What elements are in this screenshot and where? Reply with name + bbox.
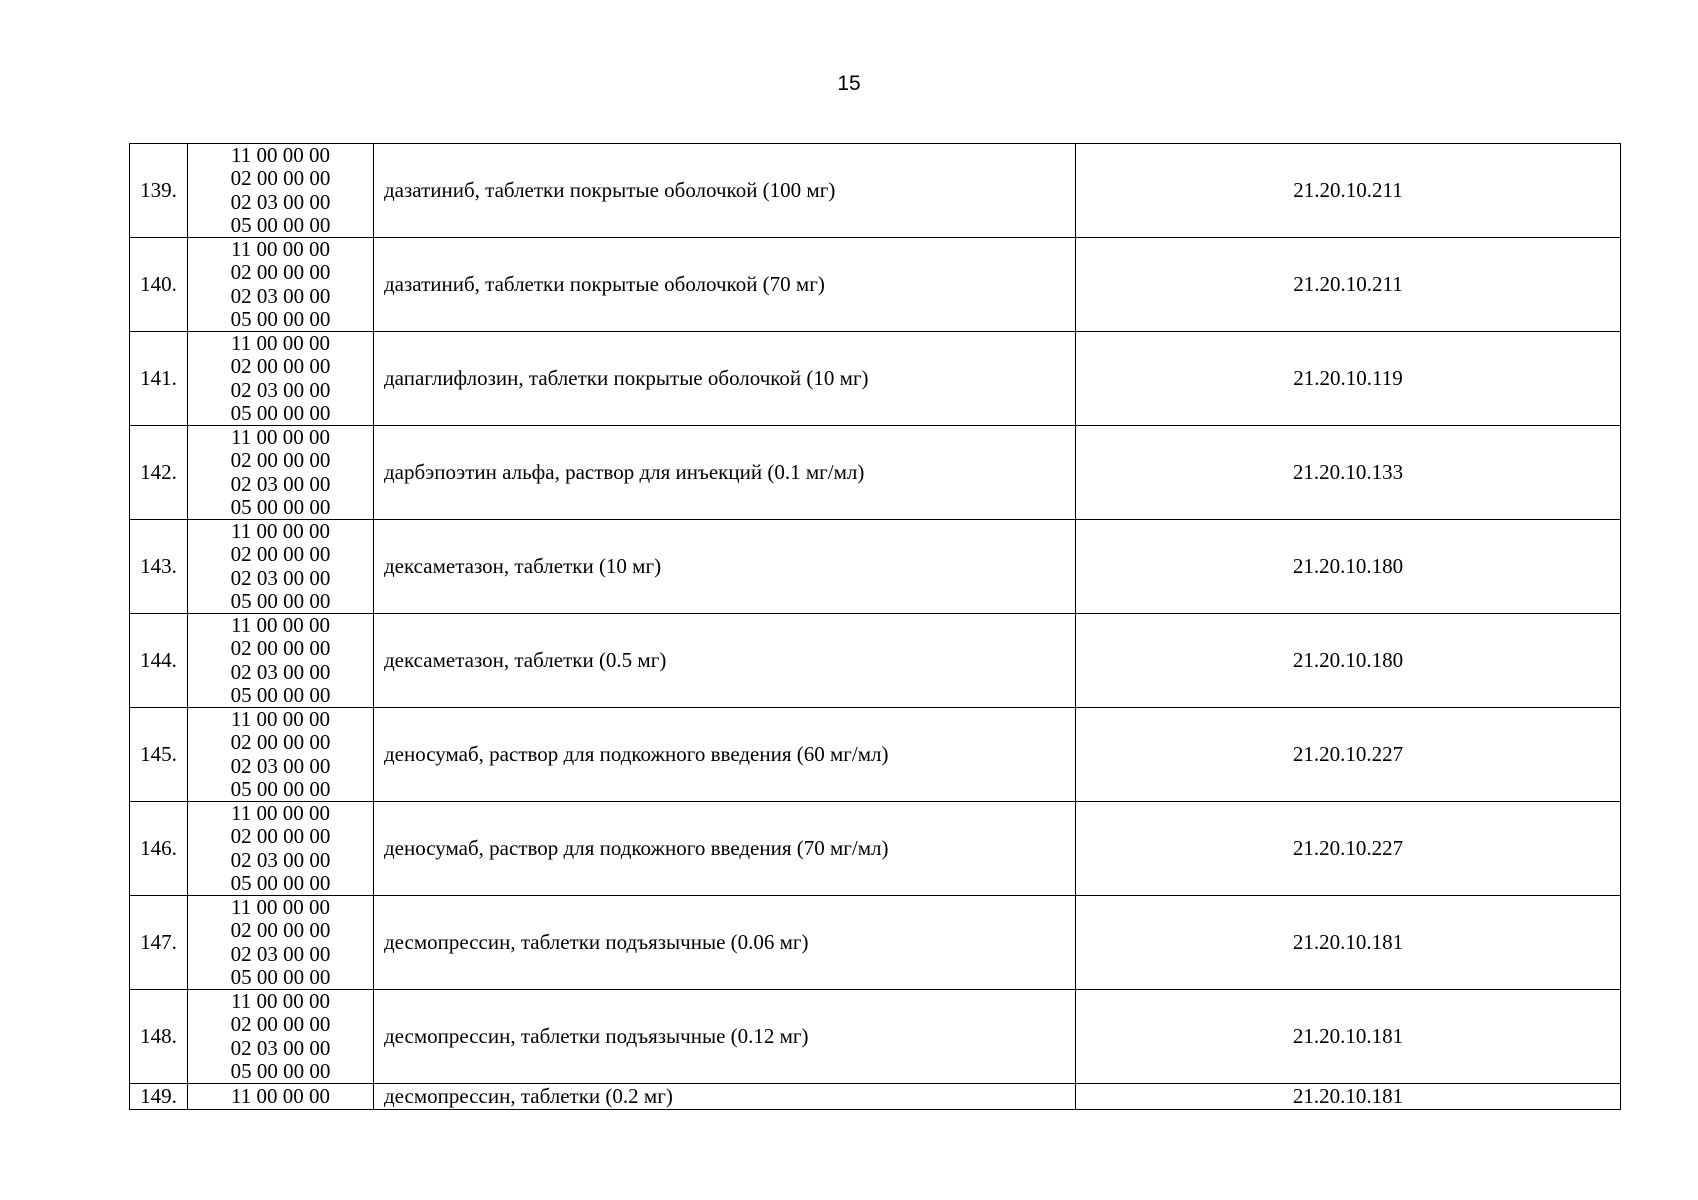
table-row: [130, 520, 1621, 614]
code-line: 02 00 00 00: [230, 1012, 331, 1037]
row-number: 147.: [130, 896, 188, 990]
code-line: 02 00 00 00: [230, 166, 331, 191]
code-line: 02 00 00 00: [230, 918, 331, 943]
code-line: 11 00 00 00: [231, 237, 330, 262]
row-okpd-code: 21.20.10.211: [1076, 144, 1621, 238]
row-codes: [188, 520, 374, 614]
code-line: 02 00 00 00: [230, 730, 331, 755]
row-okpd-code: 21.20.10.227: [1076, 708, 1621, 802]
code-line: 02 00 00 00: [230, 824, 331, 849]
row-codes: [188, 614, 374, 708]
table-row: [130, 144, 1621, 238]
row-codes: [188, 802, 374, 896]
row-okpd-code: 21.20.10.181: [1076, 990, 1621, 1084]
code-line: 02 03 00 00: [230, 283, 331, 308]
code-line: 11 00 00 00: [231, 895, 330, 920]
row-okpd-code: 21.20.10.227: [1076, 802, 1621, 896]
code-line: 02 03 00 00: [230, 377, 331, 402]
row-number: 149.: [130, 1084, 188, 1110]
row-drug-name: дазатиниб, таблетки покрытые оболочкой (100 мг): [374, 144, 1076, 238]
row-drug-name: десмопрессин, таблетки подъязычные (0.06 мг): [374, 896, 1076, 990]
code-line: 11 00 00 00: [231, 801, 330, 826]
row-codes: [188, 332, 374, 426]
code-line: 02 03 00 00: [230, 1035, 331, 1060]
row-okpd-code: 21.20.10.180: [1076, 614, 1621, 708]
row-number: 148.: [130, 990, 188, 1084]
page-number: 15: [837, 72, 861, 95]
row-codes: [188, 990, 374, 1084]
code-line: 05 00 00 00: [230, 588, 331, 613]
code-line: 05 00 00 00: [230, 964, 331, 989]
row-drug-name: дарбэпоэтин альфа, раствор для инъекций (0.1 мг/мл): [374, 426, 1076, 520]
row-codes: [188, 238, 374, 332]
row-drug-name: десмопрессин, таблетки подъязычные (0.12 мг): [374, 990, 1076, 1084]
code-line: 02 03 00 00: [230, 565, 331, 590]
table-row: [130, 1084, 1621, 1110]
row-codes: [188, 896, 374, 990]
code-line: 05 00 00 00: [230, 870, 331, 895]
code-line: 05 00 00 00: [230, 776, 331, 801]
row-drug-name: деносумаб, раствор для подкожного введения (70 мг/мл): [374, 802, 1076, 896]
code-line: 11 00 00 00: [231, 1083, 330, 1108]
row-codes: [188, 708, 374, 802]
code-line: 02 03 00 00: [230, 941, 331, 966]
row-drug-name: дексаметазон, таблетки (10 мг): [374, 520, 1076, 614]
code-line: 11 00 00 00: [231, 989, 330, 1014]
table-row: [130, 896, 1621, 990]
table-row: [130, 990, 1621, 1084]
row-drug-name: дапаглифлозин, таблетки покрытые оболочкой (10 мг): [374, 332, 1076, 426]
row-number: 139.: [130, 144, 188, 238]
row-drug-name: дексаметазон, таблетки (0.5 мг): [374, 614, 1076, 708]
code-line: 05 00 00 00: [230, 306, 331, 331]
row-codes: [188, 1084, 374, 1110]
code-line: 02 03 00 00: [230, 471, 331, 496]
row-okpd-code: 21.20.10.211: [1076, 238, 1621, 332]
row-okpd-code: 21.20.10.119: [1076, 332, 1621, 426]
row-number: 142.: [130, 426, 188, 520]
row-drug-name: десмопрессин, таблетки (0.2 мг): [374, 1084, 1076, 1110]
drug-table-body: [130, 144, 1621, 1110]
code-line: 11 00 00 00: [231, 519, 330, 544]
code-line: 05 00 00 00: [230, 212, 331, 237]
code-line: 02 03 00 00: [230, 189, 331, 214]
row-drug-name: деносумаб, раствор для подкожного введения (60 мг/мл): [374, 708, 1076, 802]
table-row: [130, 802, 1621, 896]
code-line: 02 03 00 00: [230, 659, 331, 684]
code-line: 02 00 00 00: [230, 448, 331, 473]
row-okpd-code: 21.20.10.133: [1076, 426, 1621, 520]
row-codes: [188, 144, 374, 238]
row-number: 140.: [130, 238, 188, 332]
drug-table: [129, 143, 1621, 1110]
code-line: 05 00 00 00: [230, 400, 331, 425]
code-line: 02 00 00 00: [230, 354, 331, 379]
code-line: 05 00 00 00: [230, 1058, 331, 1083]
code-line: 02 00 00 00: [230, 636, 331, 661]
code-line: 05 00 00 00: [230, 494, 331, 519]
row-okpd-code: 21.20.10.180: [1076, 520, 1621, 614]
code-line: 05 00 00 00: [230, 682, 331, 707]
row-number: 146.: [130, 802, 188, 896]
code-line: 11 00 00 00: [231, 143, 330, 168]
code-line: 02 00 00 00: [230, 542, 331, 567]
code-line: 02 03 00 00: [230, 847, 331, 872]
code-line: 02 00 00 00: [230, 260, 331, 285]
table-row: [130, 238, 1621, 332]
row-okpd-code: 21.20.10.181: [1076, 1084, 1621, 1110]
code-line: 11 00 00 00: [231, 331, 330, 356]
row-number: 144.: [130, 614, 188, 708]
code-line: 11 00 00 00: [231, 425, 330, 450]
row-drug-name: дазатиниб, таблетки покрытые оболочкой (70 мг): [374, 238, 1076, 332]
code-line: 11 00 00 00: [231, 613, 330, 638]
table-row: [130, 332, 1621, 426]
row-number: 141.: [130, 332, 188, 426]
table-row: [130, 426, 1621, 520]
table-row: [130, 708, 1621, 802]
code-line: 11 00 00 00: [231, 707, 330, 732]
row-number: 145.: [130, 708, 188, 802]
row-okpd-code: 21.20.10.181: [1076, 896, 1621, 990]
row-number: 143.: [130, 520, 188, 614]
row-codes: [188, 426, 374, 520]
code-line: 02 03 00 00: [230, 753, 331, 778]
table-row: [130, 614, 1621, 708]
